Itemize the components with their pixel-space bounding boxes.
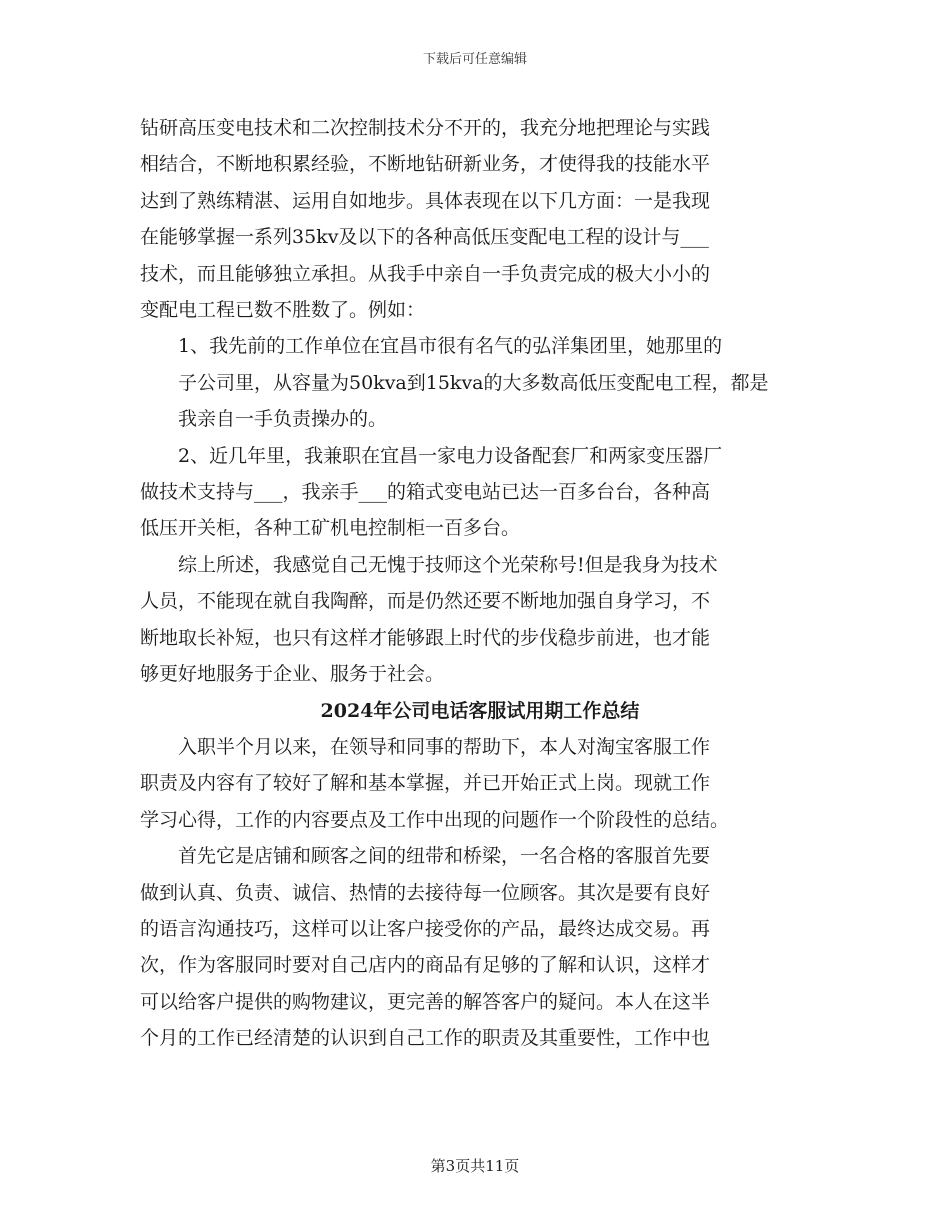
paragraph-line: 达到了熟练精湛、运用自如地步。具体表现在以下几方面：一是我现	[140, 189, 711, 212]
paragraph-line: 做技术支持与___，我亲手___的箱式变电站已达一百多台台，各种高	[140, 481, 711, 504]
paragraph-line: 低压开关柜，各种工矿机电控制柜一百多台。	[140, 517, 521, 540]
paragraph-line: 够更好地服务于企业、服务于社会。	[140, 663, 445, 686]
paragraph-line: 在能够掌握一系列35kv及以下的各种高低压变配电工程的设计与___	[140, 226, 709, 249]
paragraph-line: 变配电工程已数不胜数了。例如：	[140, 299, 426, 322]
paragraph-3	[140, 438, 820, 547]
paragraph-line: 职责及内容有了较好了解和基本掌握，并已开始正式上岗。现就工作	[140, 772, 711, 795]
paragraph-line: 入职半个月以来，在领导和同事的帮助下，本人对淘宝客服工作	[178, 735, 711, 758]
paragraph-line: 的语言沟通技巧，这样可以让客户接受你的产品，最终达成交易。再	[140, 917, 711, 940]
page-number: 第3页共11页	[430, 1157, 520, 1175]
paragraph-line: 次，作为客服同时要对自己店内的商品有足够的了解和认识，这样才	[140, 954, 711, 977]
paragraph-line: 1、我先前的工作单位在宜昌市很有名气的弘洋集团里，她那里的	[178, 335, 723, 358]
paragraph-line: 综上所述，我感觉自己无愧于技师这个光荣称号!但是我身为技术	[178, 553, 718, 576]
paragraph-line: 可以给客户提供的购物建议，更完善的解答客户的疑问。本人在这半	[140, 990, 711, 1013]
section-title: 2024年公司电话客服试用期工作总结	[320, 699, 640, 722]
paragraph-line: 断地取长补短，也只有这样才能够跟上时代的步伐稳步前进，也才能	[140, 626, 711, 649]
page-header-note: 下载后可任意编辑	[422, 52, 527, 67]
document-body	[140, 110, 820, 1057]
paragraph-line: 人员，不能现在就自我陶醉，而是仍然还要不断地加强自身学习，不	[140, 590, 711, 613]
paragraph-line: 我亲自一手负责操办的。	[178, 408, 388, 431]
paragraph-6	[140, 838, 820, 1056]
paragraph-5	[140, 729, 820, 838]
paragraph-2	[140, 328, 820, 437]
paragraph-line: 学习心得，工作的内容要点及工作中出现的问题作一个阶段性的总结。	[140, 808, 730, 831]
paragraph-line: 钻研高压变电技术和二次控制技术分不开的，我充分地把理论与实践	[140, 117, 711, 139]
paragraph-4	[140, 547, 820, 693]
paragraph-line: 技术，而且能够独立承担。从我手中亲自一手负责完成的极大小小的	[140, 262, 711, 285]
paragraph-line: 子公司里，从容量为50kva到15kva的大多数高低压变配电工程，都是	[178, 371, 769, 394]
paragraph-line: 个月的工作已经清楚的认识到自己工作的职责及其重要性，工作中也	[140, 1027, 711, 1050]
paragraph-1	[140, 110, 820, 328]
paragraph-line: 首先它是店铺和顾客之间的纽带和桥梁，一名合格的客服首先要	[178, 845, 711, 868]
paragraph-line: 相结合，不断地积累经验，不断地钻研新业务，才使得我的技能水平	[140, 153, 711, 176]
paragraph-line: 2、近几年里，我兼职在宜昌一家电力设备配套厂和两家变压器厂	[178, 444, 723, 467]
paragraph-line: 做到认真、负责、诚信、热情的去接待每一位顾客。其次是要有良好	[140, 881, 711, 904]
